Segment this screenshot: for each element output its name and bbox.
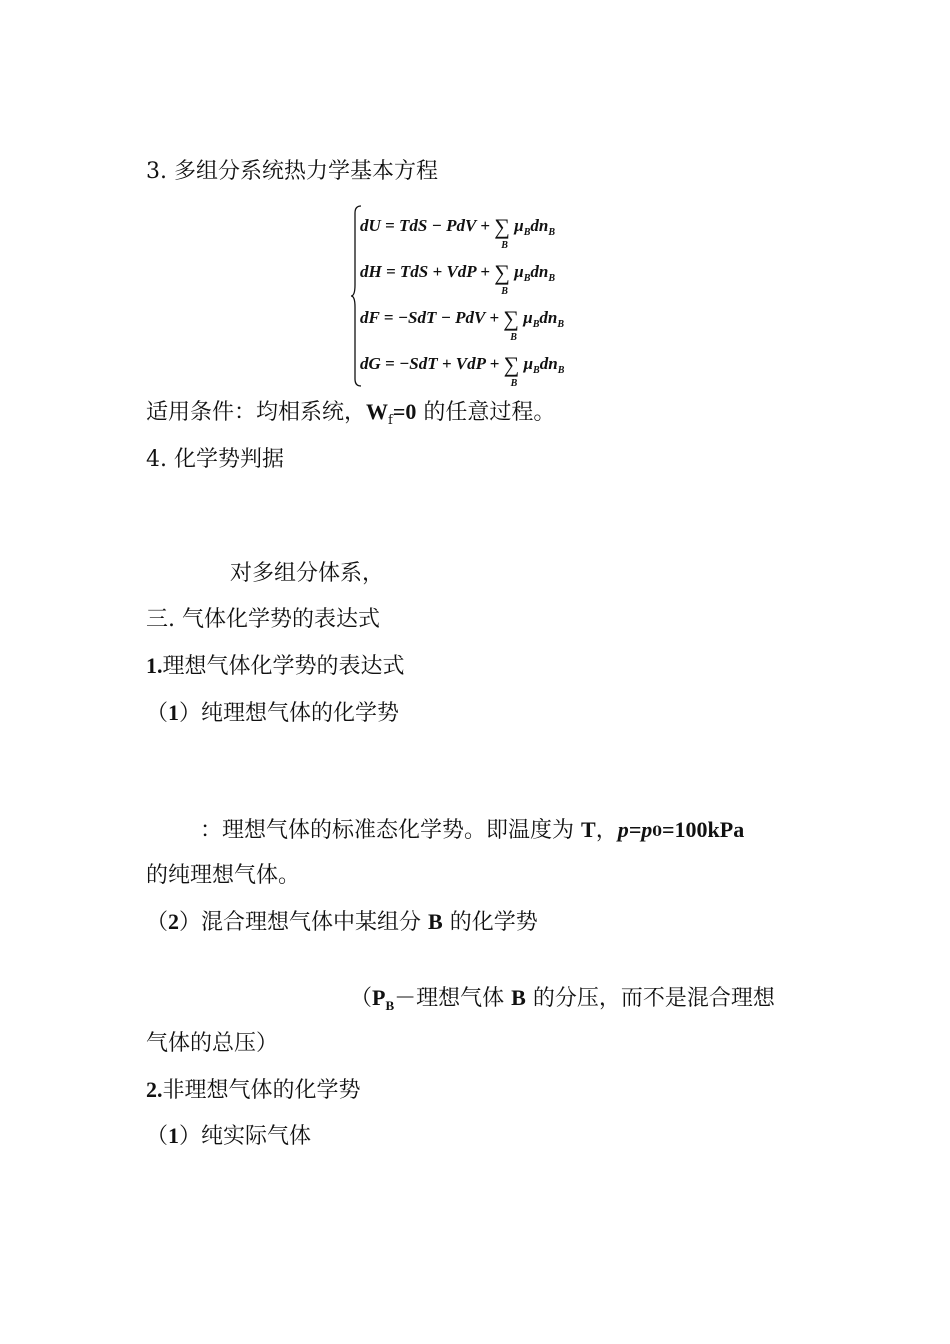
applicability-condition: 适用条件：均相系统，$W_f=0$ 的任意过程。 [146,399,556,428]
section3-heading: 3. 多组分系统热力学基本方程 [146,159,438,184]
standard-state-text: ：理想气体的标准态化学势。即温度为 T，p=p0=100kPa [200,817,745,843]
equation-dU: dU = TdS − PdV + ∑ B $\mu_Bdn_B$ [360,214,555,251]
fundamental-equations [350,205,610,387]
equation-dH: dH = TdS + VdP + ∑ B $\mu_Bdn_B$ [360,260,556,297]
equation-dF: dF = −SdT − PdV + ∑ B $\mu_Bdn_B$ [360,306,565,343]
subsection1-heading: 1.理想气体化学势的表达式 [146,653,405,679]
part3-heading: 三. 气体化学势的表达式 [146,607,380,632]
equation-dG: dG = −SdT + VdP + ∑ B $\mu_Bdn_B$ [360,352,565,389]
partial-pressure-note: （$P_B-$理想气体 B 的分压，而不是混合理想 [350,985,775,1013]
item1-heading: （1）纯理想气体的化学势 [146,700,400,726]
section4-heading: 4. 化学势判据 [146,447,284,472]
item2-heading: （2）混合理想气体中某组分 B 的化学势 [146,909,538,935]
standard-state-text-line2: 的纯理想气体。 [146,863,301,888]
partial-pressure-note-line2: 气体的总压） [146,1031,279,1056]
multicomponent-text: 对多组分体系， [230,561,385,586]
subsection2-heading: 2.非理想气体的化学势 [146,1077,361,1103]
item3-heading: （1）纯实际气体 [146,1123,312,1149]
